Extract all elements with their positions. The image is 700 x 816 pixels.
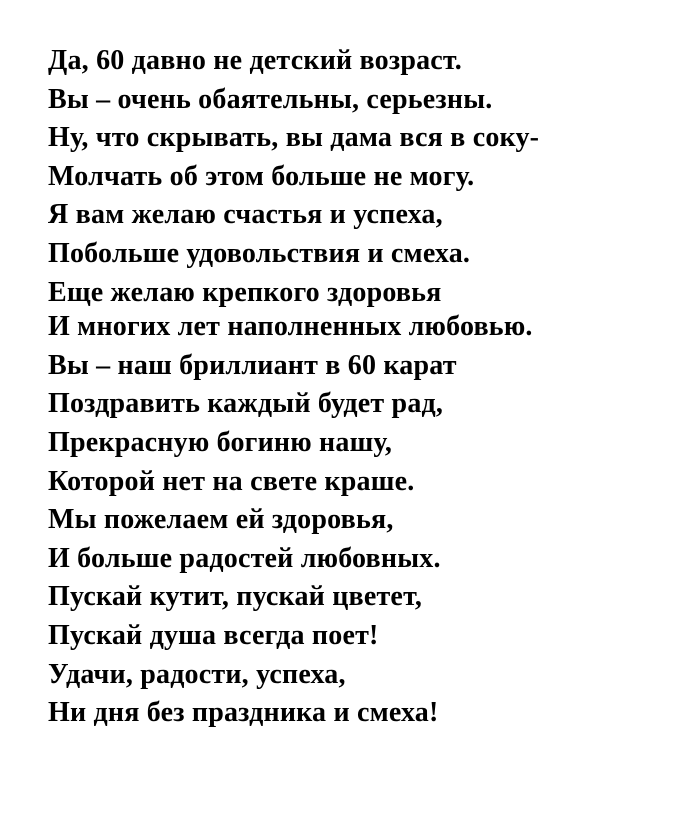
poem-line: Пускай душа всегда поет! xyxy=(48,619,379,651)
poem-line: Пускай кутит, пускай цветет, xyxy=(48,581,423,613)
poem-line: Да, 60 давно не детский возраст. xyxy=(48,45,462,76)
poem-line: Еще желаю крепкого здоровья xyxy=(48,276,442,308)
poem-line: Которой нет на свете краше. xyxy=(48,465,415,497)
poem-line: Ни дня без праздника и смеха! xyxy=(48,697,439,729)
poem-line: Я вам желаю счастья и успеха, xyxy=(48,199,443,231)
poem-line: И многих лет наполненных любовью. xyxy=(48,311,533,343)
poem-line: Мы пожелаем ей здоровья, xyxy=(48,504,394,536)
poem-line: Побольше удовольствия и смеха. xyxy=(48,237,471,269)
poem-text xyxy=(48,42,688,733)
poem-line: Вы – очень обаятельны, серьезны. xyxy=(48,83,493,115)
poem-line: Удачи, радости, успеха, xyxy=(48,658,346,690)
poem-line: Молчать об этом больше не могу. xyxy=(48,160,475,192)
poem-line: Прекрасную богиню нашу, xyxy=(48,426,393,458)
poem-line: И больше радостей любовных. xyxy=(48,542,441,574)
poem-line: Ну, что скрывать, вы дама вся в соку- xyxy=(48,122,540,154)
poem-line: Вы – наш бриллиант в 60 карат xyxy=(48,349,457,381)
poem-line: Поздравить каждый будет рад, xyxy=(48,388,444,420)
